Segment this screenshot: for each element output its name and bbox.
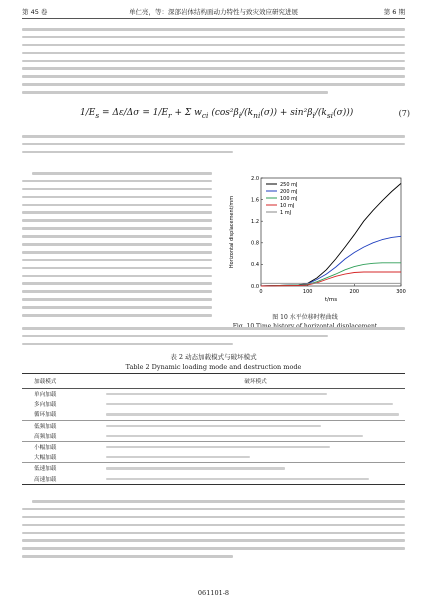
running-title: 单仁亮，等：深部岩体结构面动力特性与致灾效应研究进展 [129,8,298,16]
header-load-mode: 加载模式 [34,379,57,385]
load-mode-cell: 低频加载 [34,423,57,430]
failure-mode-cell [106,478,405,480]
failure-mode-cell [106,403,405,405]
page-number: 061101-8 [197,589,230,597]
table-row [22,399,405,409]
series-line-10-mJ [261,272,401,286]
table-row [22,409,405,420]
series-line-100-mJ [261,263,401,286]
x-tick-label: 200 [349,289,360,295]
table-row [22,474,405,484]
y-tick-label: 0.0 [251,283,259,290]
loading-mode-table [22,373,405,485]
header-failure-mode: 破坏模式 [244,379,267,385]
y-tick-label: 0.4 [251,262,259,269]
equation-7 [80,100,410,130]
y-tick-label: 0.8 [251,240,259,247]
failure-mode-cell [106,456,405,458]
legend-label: 1 mJ [280,209,292,216]
failure-mode-cell [106,413,405,415]
equation-number: (7) [398,109,410,118]
failure-mode-cell [106,446,405,448]
chart-canvas [225,170,410,310]
legend-label: 100 mJ [280,195,298,202]
table-row [22,463,405,473]
table-row [22,389,405,399]
failure-mode-cell [106,393,405,395]
load-mode-cell: 高频加载 [34,433,57,440]
load-mode-cell: 多向加载 [34,402,57,409]
figure-caption-cn: 图 10 水平位移时程曲线 [272,314,338,321]
table-title-en: Table 2 Dynamic loading mode and destruction mode [125,363,302,371]
running-header [22,4,405,19]
table-row [22,431,405,442]
y-axis-label: Horizontal displacement/mm [229,195,235,269]
legend-label: 250 mJ [280,181,298,188]
x-tick-label: 300 [396,289,406,295]
x-tick-label: 0 [259,289,263,295]
legend-label: 200 mJ [280,188,298,195]
volume-label: 第 45 卷 [22,8,48,16]
y-tick-label: 1.2 [251,219,259,225]
x-axis-label: t/ms [324,297,338,303]
load-mode-cell: 循环加载 [34,412,57,419]
table-title [22,352,405,373]
load-mode-cell: 大幅加载 [34,455,57,462]
legend-label: 10 mJ [280,202,295,209]
table-title-cn: 表 2 动态加载模式与破坏模式 [170,353,257,361]
load-mode-cell: 小幅加载 [34,445,57,452]
load-mode-cell: 低速加载 [34,466,57,473]
failure-mode-cell [106,435,405,437]
y-tick-label: 1.6 [251,197,259,204]
table-row [22,442,405,452]
equation-body: $1/E_s = \Delta\varepsilon/\Delta\sigma = 1/E_r + \Sigma$ $w_{ci}$ $(\cos^2\beta_i/(k_{ni}(\sigma)) + \sin^2\beta_i/(k_{si}(\sigma)))$ [80,108,354,120]
paragraph-equation-notes [22,135,405,159]
table-header-row [22,374,405,389]
paragraph-final [22,500,405,563]
paragraph-left-column [22,172,212,322]
load-mode-cell: 高速加载 [34,476,57,483]
paragraph-after-figure [22,327,405,351]
table-row [22,421,405,431]
y-tick-label: 2.0 [251,175,259,182]
x-tick-label: 100 [302,289,313,295]
table-row [22,452,405,463]
failure-mode-cell [106,467,405,469]
paragraph-intro [22,28,405,99]
series-line-200-mJ [261,236,401,286]
load-mode-cell: 单向加载 [34,392,57,399]
failure-mode-cell [106,425,405,427]
displacement-chart [225,170,410,310]
issue-label: 第 6 期 [383,8,405,16]
